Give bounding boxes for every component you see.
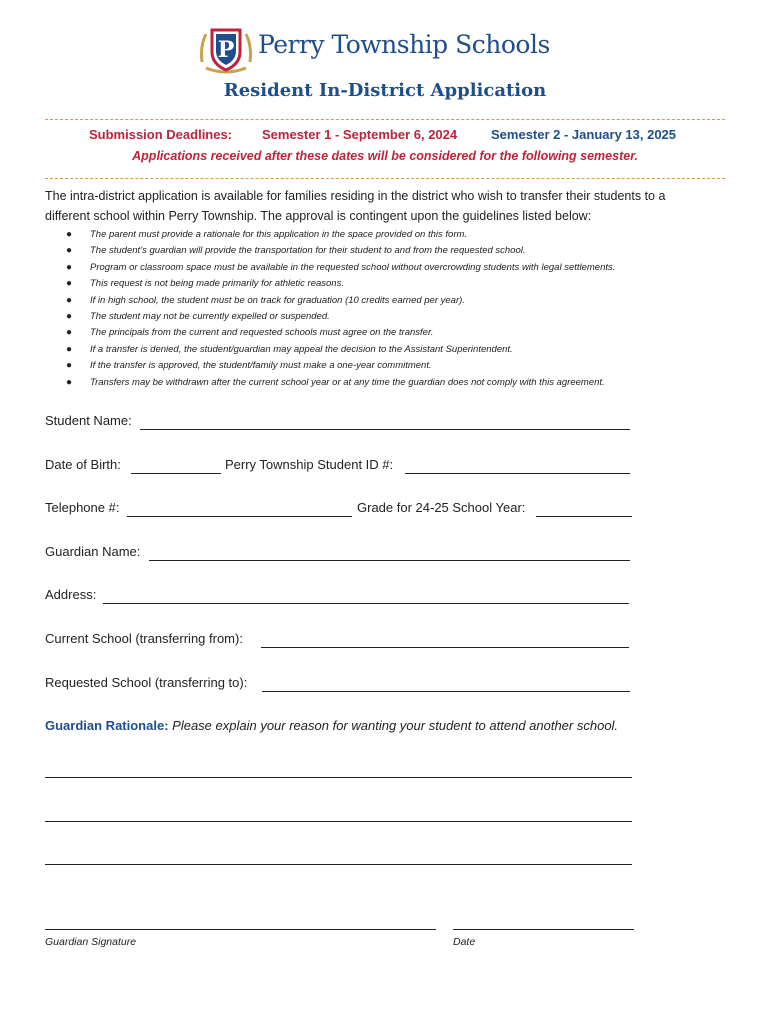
student-id-field[interactable]: [405, 473, 630, 474]
guideline-text: If a transfer is denied, the student/guardian may appeal the decision to the Assistant Superintendent.: [90, 343, 513, 355]
guideline-text: The student’s guardian will provide the transportation for their student to and from the requested school.: [90, 245, 526, 257]
bullet-icon: ●: [66, 376, 73, 388]
dob-label: Date of Birth:: [45, 457, 121, 472]
telephone-field[interactable]: [127, 516, 352, 517]
guideline-text: The student may not be currently expelled or suspended.: [90, 311, 330, 323]
logo-text: Perry Township Schools: [258, 30, 550, 59]
telephone-label: Telephone #:: [45, 500, 120, 515]
deadlines-label: Submission Deadlines:: [89, 127, 233, 142]
crest-icon: [198, 24, 254, 74]
guideline-text: If the transfer is approved, the student/family must make a one-year commitment.: [90, 360, 432, 372]
bullet-icon: ●: [66, 294, 73, 306]
guideline-item: [62, 293, 722, 309]
guardian-rationale: [45, 718, 618, 733]
bullet-icon: ●: [66, 245, 73, 257]
guardian-name-field[interactable]: [149, 560, 630, 561]
semester-1-deadline: Semester 1 - September 6, 2024: [262, 127, 458, 142]
guideline-text: The parent must provide a rationale for this application in the space provided on this form.: [90, 229, 468, 240]
date-field[interactable]: [453, 929, 634, 930]
guideline-text: Transfers may be withdrawn after the current school year or at any time the guardian does not comply with this agreement.: [90, 376, 605, 388]
bullet-icon: ●: [66, 311, 73, 323]
guideline-item: [62, 260, 722, 276]
guideline-text: If in high school, the student must be on track for graduation (10 credits earned per year).: [90, 294, 465, 306]
guideline-item: [62, 276, 722, 292]
guideline-item: [62, 358, 722, 374]
divider-top: [45, 119, 725, 120]
requested-school-field[interactable]: [262, 691, 630, 692]
rationale-prompt: Please explain your reason for wanting your student to attend another school.: [172, 718, 619, 733]
guideline-item: [62, 243, 722, 259]
bullet-icon: ●: [66, 278, 73, 290]
divider-bottom: [45, 178, 725, 179]
guideline-text: Program or classroom space must be available in the requested school without overcrowding students with legal settlements.: [90, 261, 616, 273]
address-label: Address:: [45, 587, 97, 602]
guideline-item: [62, 342, 722, 358]
guideline-text: The principals from the current and requested schools must agree on the transfer.: [90, 327, 434, 339]
rationale-line-1[interactable]: [45, 777, 632, 778]
page-title: Resident In-District Application: [223, 80, 547, 101]
guideline-text: This request is not being made primarily for athletic reasons.: [90, 278, 344, 290]
bullet-icon: ●: [66, 229, 73, 240]
crest-letter: P: [217, 37, 235, 63]
bullet-icon: ●: [66, 360, 73, 372]
guideline-item: [62, 309, 722, 325]
current-school-label: Current School (transferring from):: [45, 631, 243, 646]
requested-school-label: Requested School (transferring to):: [45, 675, 248, 690]
current-school-field[interactable]: [261, 647, 629, 648]
guardian-name-label: Guardian Name:: [45, 544, 141, 559]
guardian-signature-label: Guardian Signature: [45, 936, 137, 948]
guidelines-list: [62, 227, 722, 391]
address-field[interactable]: [103, 603, 629, 604]
rationale-line-2[interactable]: [45, 821, 632, 822]
guideline-item: [62, 227, 722, 243]
late-applications-note: Applications received after these dates will be considered for the following semester.: [132, 149, 638, 163]
bullet-icon: ●: [66, 343, 73, 355]
guideline-item: [62, 325, 722, 341]
rationale-line-3[interactable]: [45, 864, 632, 865]
grade-label: Grade for 24-25 School Year:: [357, 500, 526, 515]
logo: [198, 24, 550, 74]
grade-field[interactable]: [536, 516, 632, 517]
dob-field[interactable]: [131, 473, 221, 474]
student-name-field[interactable]: [140, 429, 630, 430]
guideline-item: [62, 375, 722, 391]
date-label: Date: [453, 936, 476, 948]
student-id-label: Perry Township Student ID #:: [225, 457, 394, 472]
bullet-icon: ●: [66, 261, 73, 273]
bullet-icon: ●: [66, 327, 73, 339]
rationale-label: Guardian Rationale:: [45, 718, 169, 733]
guardian-signature-field[interactable]: [45, 929, 436, 930]
student-name-label: Student Name:: [45, 413, 132, 428]
intro-paragraph: The intra-district application is available for families residing in the district who wish to transfer their students to a different school within Perry Township. The approval is contingent upon the guidelines listed below:: [45, 189, 666, 223]
semester-2-deadline: Semester 2 - January 13, 2025: [491, 127, 677, 142]
